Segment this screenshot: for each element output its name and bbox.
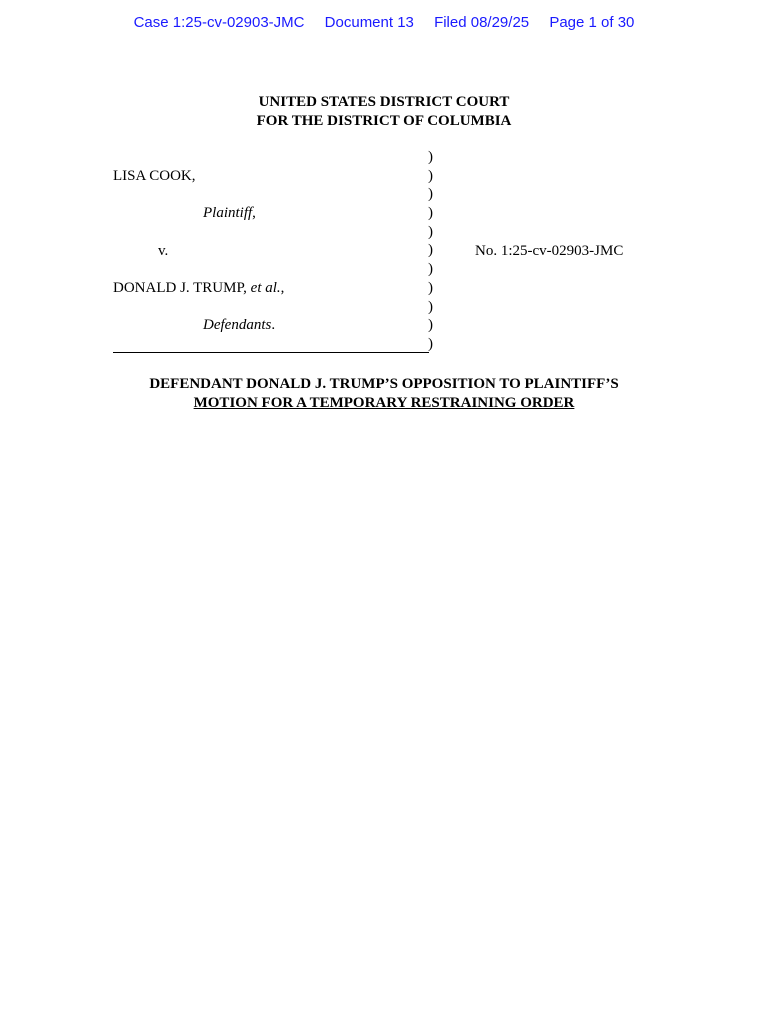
caption-paren: ) [428, 167, 433, 184]
caption-paren: ) [428, 149, 433, 165]
caption-paren: ) [428, 223, 433, 240]
defendant-name-text: DONALD J. TRUMP, [113, 280, 247, 296]
plaintiff-name: LISA COOK, [113, 168, 196, 184]
ecf-case-number: Case 1:25-cv-02903-JMC [133, 14, 305, 31]
defendant-role [203, 316, 275, 335]
ecf-page-indicator: Page 1 of 30 [549, 14, 635, 31]
ecf-filed-date: Filed 08/29/25 [434, 14, 530, 31]
caption-paren: ) [428, 205, 433, 222]
defendant-role-text: Defendants [203, 317, 272, 333]
document-title [0, 375, 768, 413]
ecf-document-number: Document 13 [324, 14, 414, 31]
court-heading [0, 93, 768, 131]
defendant-name [113, 279, 284, 298]
caption-underline [113, 352, 429, 353]
court-name: UNITED STATES DISTRICT COURT [258, 94, 510, 110]
caption-paren: ) [428, 335, 433, 352]
caption-paren: ) [428, 317, 433, 334]
defendant-role-punct: . [271, 317, 276, 333]
document-title-line2-text: MOTION FOR A TEMPORARY RESTRAINING ORDER [193, 395, 575, 411]
caption-paren: ) [428, 242, 433, 259]
caption-paren: ) [428, 298, 433, 315]
versus-label: v. [158, 243, 169, 259]
plaintiff-role-text: Plaintiff [203, 205, 253, 221]
caption-parenthesis-column [428, 148, 438, 354]
caption-paren: ) [428, 261, 433, 278]
document-title-line2 [0, 394, 768, 413]
case-number: No. 1:25-cv-02903-JMC [475, 243, 624, 259]
plaintiff-role-punct: , [252, 205, 256, 221]
caption-paren: ) [428, 186, 433, 203]
plaintiff-role [203, 204, 256, 223]
caption-paren: ) [428, 279, 433, 296]
defendant-et-al-punct: , [280, 280, 285, 296]
document-title-line1: DEFENDANT DONALD J. TRUMP’S OPPOSITION TO PLAINTIFF’S [149, 376, 619, 392]
ecf-filing-header [0, 14, 768, 31]
court-district: FOR THE DISTRICT OF COLUMBIA [256, 113, 512, 129]
defendant-et-al: et al. [250, 280, 281, 296]
